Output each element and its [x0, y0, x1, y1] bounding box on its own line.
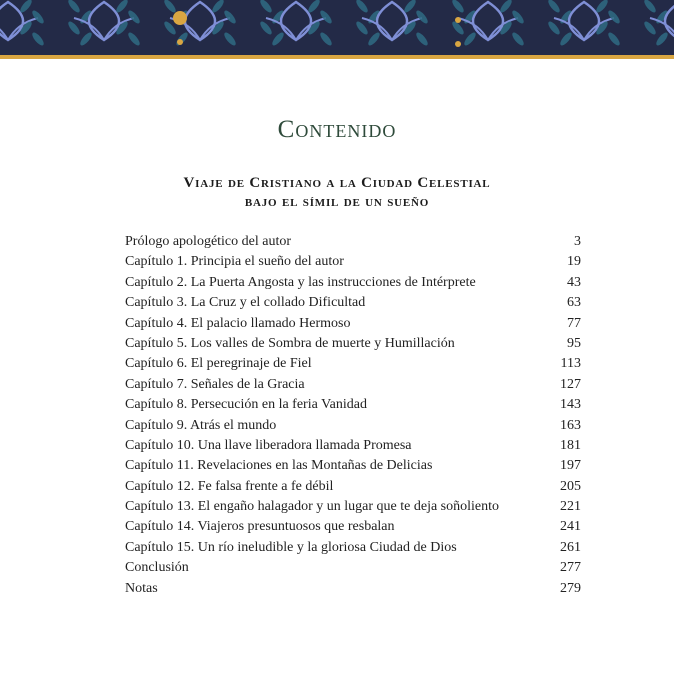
- toc-entry-title: Capítulo 15. Un río ineludible y la gloriosa Ciudad de Dios: [125, 539, 457, 555]
- toc-entry[interactable]: [125, 273, 581, 293]
- toc-entry-title: Capítulo 5. Los valles de Sombra de muerte y Humillación: [125, 335, 455, 351]
- toc-entry-page: 205: [560, 478, 581, 494]
- toc-entry[interactable]: [125, 497, 581, 517]
- toc-entry-title: Capítulo 9. Atrás el mundo: [125, 417, 277, 433]
- toc-entry[interactable]: [125, 314, 581, 334]
- toc-entry[interactable]: [125, 456, 581, 476]
- toc-entry[interactable]: [125, 517, 581, 537]
- toc-entry-page: 181: [560, 437, 581, 453]
- toc-entry-page: 113: [560, 356, 581, 372]
- toc-entry-page: 19: [567, 254, 581, 270]
- toc-entry-page: 77: [567, 315, 581, 331]
- page-title: Contenido: [277, 116, 397, 143]
- toc-entry-page: 241: [560, 519, 581, 535]
- toc-entry-title: Capítulo 10. Una llave liberadora llamada Promesa: [125, 437, 412, 453]
- leaf-pattern-icon: [0, 0, 674, 55]
- toc-entry[interactable]: [125, 558, 581, 578]
- toc-entry-title: Capítulo 2. La Puerta Angosta y las instrucciones de Intérprete: [125, 274, 476, 290]
- toc-entry-title: Capítulo 12. Fe falsa frente a fe débil: [125, 478, 334, 494]
- toc-entry-title: Capítulo 8. Persecución en la feria Vanidad: [125, 397, 367, 413]
- book-subtitle-line1: Viaje de Cristiano a la Ciudad Celestial: [183, 175, 491, 191]
- toc-entry[interactable]: [125, 334, 581, 354]
- toc-entry-title: Capítulo 13. El engaño halagador y un lugar que te deja soñoliento: [125, 499, 500, 515]
- toc-entry-title: Capítulo 14. Viajeros presuntuosos que resbalan: [125, 519, 395, 535]
- toc-entry-page: 3: [574, 234, 581, 249]
- toc-entry-page: 63: [567, 295, 581, 311]
- toc-entry[interactable]: [125, 293, 581, 313]
- toc-entry[interactable]: [125, 477, 581, 497]
- toc-entry-title: Capítulo 6. El peregrinaje de Fiel: [125, 356, 312, 372]
- toc-entry-page: 163: [560, 417, 581, 433]
- toc-entry-page: 261: [560, 539, 581, 555]
- toc-entry[interactable]: [125, 375, 581, 395]
- toc-entry-page: 221: [560, 499, 581, 515]
- toc-entry-title: Conclusión: [125, 560, 189, 576]
- toc-entry[interactable]: [125, 354, 581, 374]
- toc-entry[interactable]: [125, 538, 581, 558]
- toc-entry-title: Capítulo 7. Señales de la Gracia: [125, 376, 305, 392]
- table-of-contents: [125, 232, 581, 599]
- toc-entry-title: Prólogo apologético del autor: [125, 234, 292, 249]
- toc-entry-page: 95: [567, 335, 581, 351]
- toc-entry-page: 197: [560, 458, 581, 474]
- toc-entry-page: 127: [560, 376, 581, 392]
- toc-entry-page: 279: [560, 580, 581, 596]
- toc-entry-title: Capítulo 11. Revelaciones en las Montañas de Delicias: [125, 458, 433, 474]
- toc-entry-page: 277: [560, 560, 581, 576]
- toc-entry[interactable]: [125, 579, 581, 599]
- toc-entry-title: Notas: [125, 580, 158, 596]
- toc-entry-title: Capítulo 4. El palacio llamado Hermoso: [125, 315, 351, 331]
- gold-divider: [0, 55, 674, 59]
- toc-entry[interactable]: [125, 232, 581, 252]
- toc-entry[interactable]: [125, 436, 581, 456]
- toc-entry-page: 43: [567, 274, 581, 290]
- book-subtitle-line2: bajo el símil de un sueño: [244, 194, 430, 210]
- toc-entry[interactable]: [125, 252, 581, 272]
- toc-entry-page: 143: [560, 397, 581, 413]
- toc-entry-title: Capítulo 3. La Cruz y el collado Dificultad: [125, 295, 366, 311]
- toc-entry[interactable]: [125, 416, 581, 436]
- toc-entry-title: Capítulo 1. Principia el sueño del autor: [125, 254, 344, 270]
- toc-entry[interactable]: [125, 395, 581, 415]
- decorative-banner: [0, 0, 674, 55]
